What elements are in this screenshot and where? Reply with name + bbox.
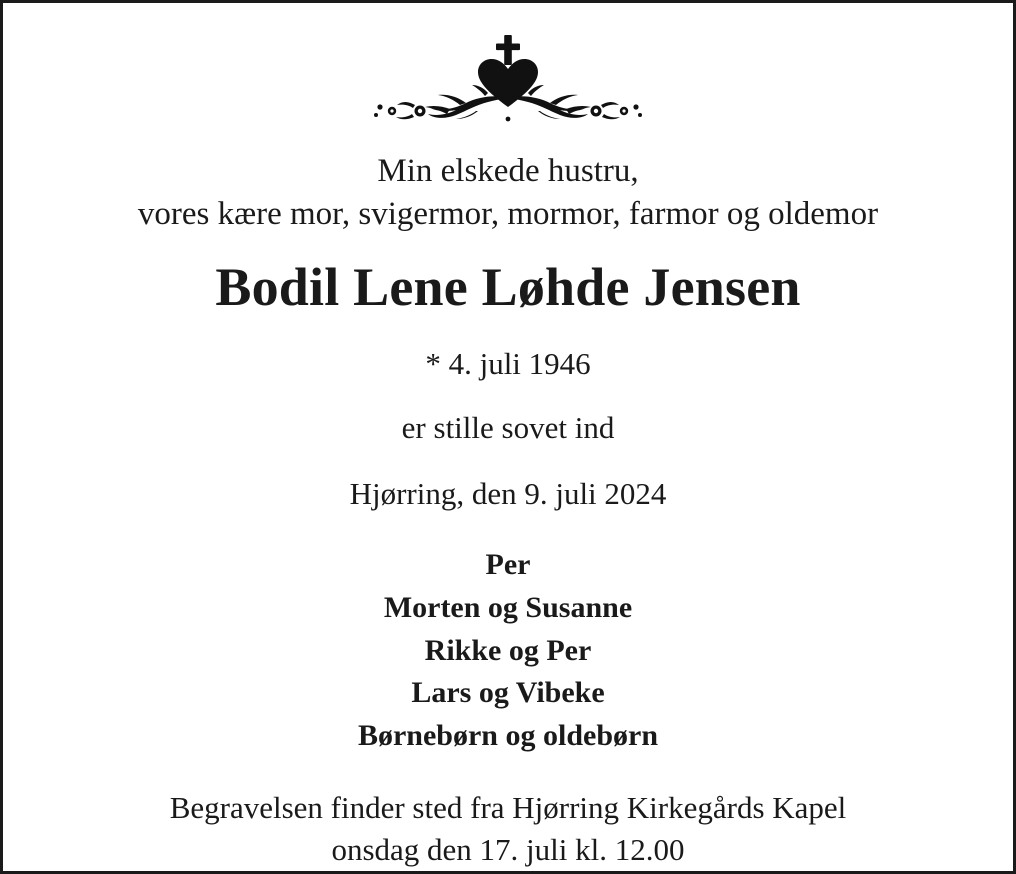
list-item: Per <box>485 548 531 582</box>
list-item: Lars og Vibeke <box>411 676 605 710</box>
list-item: Børnebørn og oldebørn <box>357 718 659 752</box>
list-item: Rikke og Per <box>424 633 592 667</box>
dedication <box>25 152 991 234</box>
cross-heart-floral-ornament <box>25 31 991 136</box>
dedication-line-1: Min elskede hustru, <box>377 153 639 189</box>
funeral-line-1: Begravelsen finder sted fra Hjørring Kirkegårds Kapel <box>169 790 847 826</box>
funeral-details <box>25 787 991 871</box>
deceased-name: Bodil Lene Løhde Jensen <box>215 256 801 317</box>
list-item: Morten og Susanne <box>383 590 633 624</box>
passing-text: er stille sovet ind <box>401 410 615 446</box>
place-and-date: Hjørring, den 9. juli 2024 <box>349 475 667 511</box>
dedication-line-2: vores kære mor, svigermor, mormor, farmor og oldemor <box>137 195 879 232</box>
funeral-line-2: onsdag den 17. juli kl. 12.00 <box>331 832 685 868</box>
survivors-list <box>358 544 658 757</box>
birth-date: * 4. juli 1946 <box>425 345 591 381</box>
